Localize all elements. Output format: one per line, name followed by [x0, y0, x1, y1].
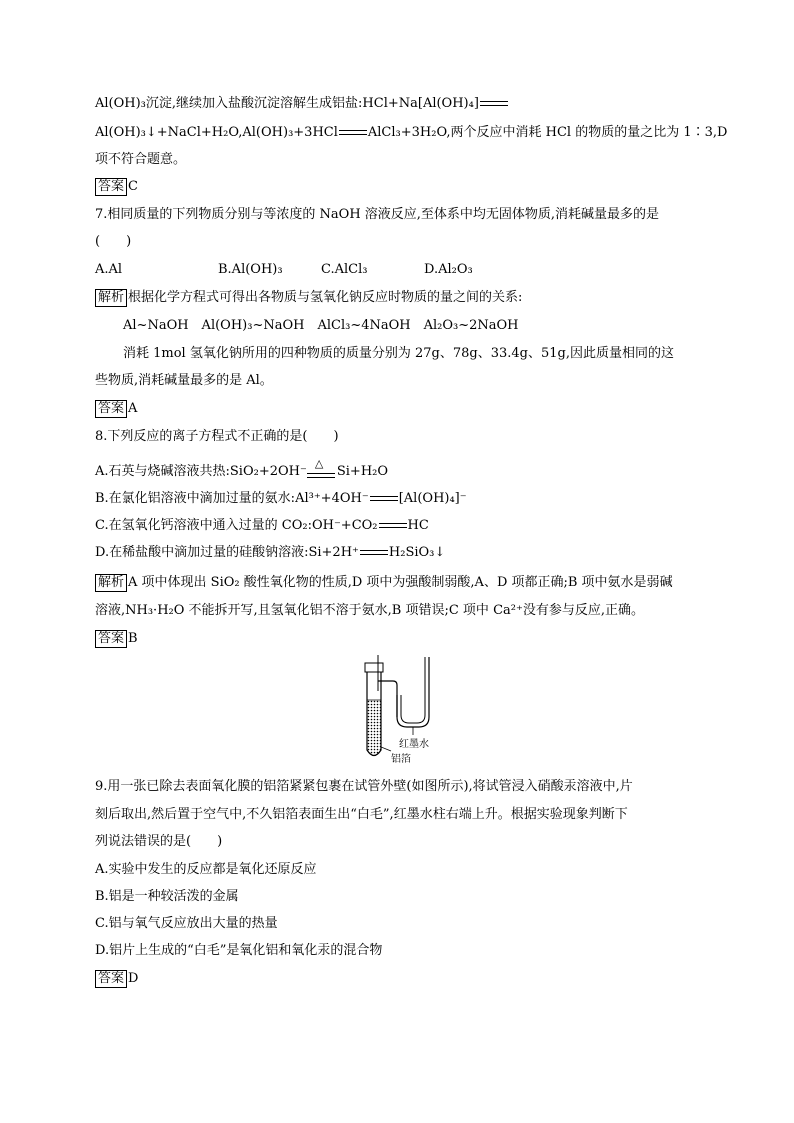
q7-stem-1: 7.相同质量的下列物质分别与等浓度的 NaOH 溶液反应,至体系中均无固体物质,消耗碱量最多的是: [95, 207, 660, 222]
answer-tag: 答案: [95, 630, 127, 648]
q6-line-2b-text: AlCl₃+3H₂O,两个反应中消耗 HCl 的物质的量之比为 1∶3,D: [367, 125, 728, 140]
q8-stem: 8.下列反应的离子方程式不正确的是( ): [95, 429, 339, 444]
analysis-tag: 解析: [95, 289, 127, 307]
q7-relations: Al~NaOH Al(OH)₃~NaOH AlCl₃~4NaOH Al₂O₃~2NaOH: [123, 318, 519, 333]
q6-line-1: [95, 95, 509, 113]
equals-sign: [360, 550, 388, 555]
answer-tag: 答案: [95, 178, 127, 196]
q7-stem-2: ( ): [95, 234, 132, 249]
q8-analysis-2: 溶液,NH₃·H₂O 不能拆开写,且氢氧化铝不溶于氨水,B 项错误;C 项中 Ca²⁺没有参与反应,正确。: [95, 603, 644, 618]
stopper: [365, 663, 383, 672]
equals-sign: [339, 130, 367, 135]
answer-tag: 答案: [95, 400, 127, 418]
q8-option-a: [95, 456, 389, 481]
q7-analysis-1: [95, 289, 522, 307]
q8-option-d: [95, 544, 445, 562]
u-tube: [397, 657, 429, 727]
label-aluminum-foil: 铝箔: [391, 754, 411, 765]
choice-a: A.Al: [95, 262, 123, 277]
answer-value: D: [128, 971, 139, 986]
heated-equals-sign: [307, 456, 337, 479]
q9-option-a: A.实验中发生的反应都是氧化还原反应: [95, 862, 317, 877]
heat-symbol: △: [314, 456, 324, 470]
q8-option-c: [95, 517, 429, 535]
q8-analysis-1-text: A 项中体现出 SiO₂ 酸性氧化物的性质,D 项中为强酸制弱酸,A、D 项都正确;B 项中氨水是弱碱: [128, 575, 673, 590]
q7-analysis-1-text: 根据化学方程式可得出各物质与氢氧化钠反应时物质的量之间的关系:: [128, 290, 523, 305]
q6-line-2a-text: Al(OH)₃↓+NaCl+H₂O,Al(OH)₃+3HCl: [95, 125, 338, 140]
q7-analysis-2: 消耗 1mol 氢氧化钠所用的四种物质的质量分别为 27g、78g、33.4g、51g,因此质量相同的这: [123, 346, 674, 361]
label-red-ink: 红墨水: [399, 739, 429, 750]
q8-option-a-left: A.石英与烧碱溶液共热:SiO₂+2OH⁻: [95, 464, 307, 479]
choice-d: D.Al₂O₃: [424, 262, 473, 277]
u-tube-inner: [401, 657, 425, 723]
equals-sign: [480, 101, 508, 106]
foil-pointer: [381, 747, 391, 751]
q6-answer: [95, 178, 138, 196]
q7-analysis-3: 些物质,消耗碱量最多的是 Al。: [95, 373, 273, 388]
q7-answer: [95, 400, 137, 418]
q9-option-c: C.铝与氧气反应放出大量的热量: [95, 916, 278, 931]
choice-c: C.AlCl₃: [321, 262, 368, 277]
q8-option-a-right: Si+H₂O: [336, 464, 389, 479]
q8-option-c-right: HC: [407, 518, 429, 533]
q6-line-3: 项不符合题意。: [95, 152, 187, 167]
experiment-figure: [355, 655, 445, 771]
answer-value: B: [128, 631, 138, 646]
equals-sign: [379, 523, 407, 528]
analysis-tag: 解析: [95, 574, 127, 592]
q8-option-b-right: [Al(OH)₄]⁻: [398, 491, 467, 506]
q8-option-d-right: H₂SiO₃↓: [388, 545, 446, 560]
q8-analysis-1: [95, 574, 673, 592]
q6-line-1-text: Al(OH)₃沉淀,继续加入盐酸沉淀溶解生成铝盐:HCl+Na[Al(OH)₄]: [95, 96, 479, 111]
answer-value: C: [128, 179, 138, 194]
equals-sign: [370, 496, 398, 501]
q7-choices: [95, 261, 473, 279]
q9-option-d: D.铝片上生成的“白毛”是氧化铝和氧化汞的混合物: [95, 943, 383, 958]
q8-option-c-left: C.在氢氧化钙溶液中通入过量的 CO₂:OH⁻+CO₂: [95, 518, 378, 533]
q8-option-b: [95, 490, 467, 508]
q8-answer: [95, 630, 138, 648]
choice-b: B.Al(OH)₃: [218, 262, 283, 277]
q9-stem-2: 刻后取出,然后置于空气中,不久铝箔表面生出“白毛”,红墨水柱右端上升。根据实验现象判断下: [95, 807, 628, 822]
q9-option-b: B.铝是一种较活泼的金属: [95, 889, 239, 904]
q8-option-b-left: B.在氯化铝溶液中滴加过量的氨水:Al³⁺+4OH⁻: [95, 491, 369, 506]
q9-answer: [95, 970, 138, 988]
q9-stem-1: 9.用一张已除去表面氧化膜的铝箔紧紧包裹在试管外壁(如图所示),将试管浸入硝酸汞溶液中,片: [95, 779, 633, 794]
q8-option-d-left: D.在稀盐酸中滴加过量的硅酸钠溶液:Si+2H⁺: [95, 545, 359, 560]
aluminum-foil: [367, 700, 381, 756]
answer-tag: 答案: [95, 970, 127, 988]
answer-value: A: [128, 401, 138, 416]
q9-stem-3: 列说法错误的是( ): [95, 834, 223, 849]
q6-line-2: [95, 124, 727, 142]
